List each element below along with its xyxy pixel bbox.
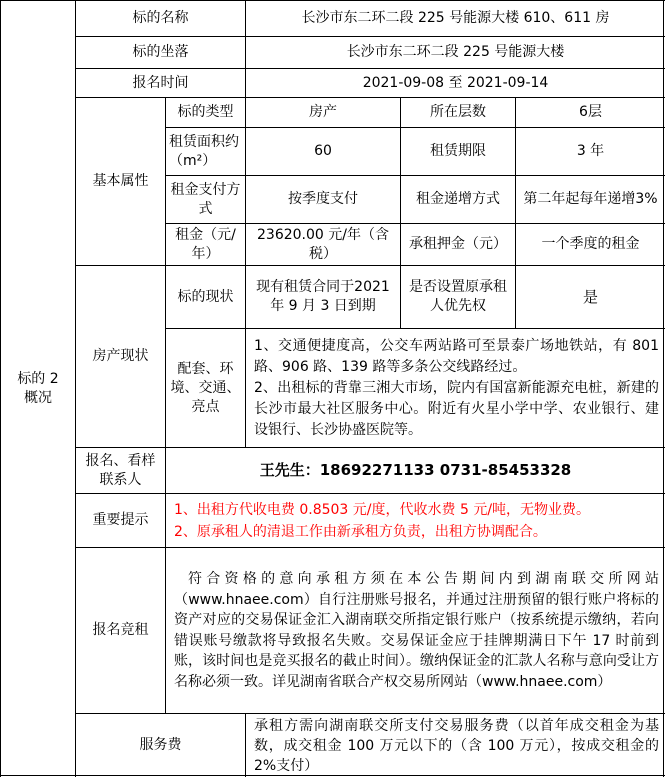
signup-time-value: 2021-09-08 至 2021-09-14 bbox=[245, 68, 665, 97]
location-value: 长沙市东二环二段 225 号能源大楼 bbox=[245, 36, 665, 68]
important-notes-label: 重要提示 bbox=[75, 493, 165, 547]
table-right-border bbox=[663, 0, 664, 777]
facilities-label: 配套、环境、交通、亮点 bbox=[165, 328, 245, 447]
location-label: 标的坐落 bbox=[75, 36, 245, 68]
table-bottom-border bbox=[0, 775, 665, 776]
bidding-text: 符合资格的意向承租方须在本公告期间内到湖南联交所网站（www.hnaee.com）自行注册账号报名，并通过注册预留的银行账户将标的资产对应的交易保证金汇入湖南联交所指定银行账户（按系统提示缴纳，若向错误账号缴款将导致报名失败。交易保证金应于挂牌期满日下午 17 时前到账，该时间也是竞买报名的截止时间）。缴纳保证金的汇款人名称与意向受让方名称必须一致。详见湖南省联合产权交易所网站（www.hnaee.com） bbox=[165, 547, 665, 713]
contact-value: 王先生：18692271133 0731-85453328 bbox=[165, 447, 665, 493]
service-fee-label: 服务费 bbox=[75, 713, 245, 777]
area-value: 60 bbox=[245, 127, 400, 175]
increase-label: 租金递增方式 bbox=[400, 175, 515, 223]
term-label: 租赁期限 bbox=[400, 127, 515, 175]
priority-label: 是否设置原承租人优先权 bbox=[400, 265, 515, 328]
note-line-1: 1、出租方代收电费 0.8503 元/度，代收水费 5 元/吨，无物业费。 bbox=[174, 501, 591, 518]
signup-time-label: 报名时间 bbox=[75, 68, 245, 97]
floors-value: 6层 bbox=[515, 97, 665, 127]
type-value: 房产 bbox=[245, 97, 400, 127]
area-label: 租赁面积约（m²） bbox=[165, 127, 245, 175]
rent-value: 23620.00 元/年（含税） bbox=[245, 223, 400, 265]
property-status-label: 房产现状 bbox=[75, 265, 165, 447]
current-status-value: 现有租赁合同于2021 年 9 月 3 日到期 bbox=[245, 265, 400, 328]
increase-value: 第二年起每年递增3% bbox=[515, 175, 665, 223]
pay-value: 按季度支付 bbox=[245, 175, 400, 223]
important-notes bbox=[165, 493, 665, 547]
facilities-text: 1、交通便捷度高，公交车两站路可至景泰广场地铁站，有 801 路、906 路、139 路等多条公交线路经过。 2、出租标的背靠三湘大市场，院内有国富新能源充电桩，新建的长沙市最大社区服务中心。附近有火星小学中学、农业银行、建设银行、长沙协盛医院等。 bbox=[245, 328, 665, 447]
section-label: 标的 2 概况 bbox=[0, 0, 75, 777]
type-label: 标的类型 bbox=[165, 97, 245, 127]
contact-label: 报名、看样联系人 bbox=[75, 447, 165, 493]
name-value: 长沙市东二环二段 225 号能源大楼 610、611 房 bbox=[245, 0, 665, 36]
term-value: 3 年 bbox=[515, 127, 665, 175]
pay-label: 租金支付方式 bbox=[165, 175, 245, 223]
bidding-label: 报名竞租 bbox=[75, 547, 165, 713]
rent-label: 租金（元/年） bbox=[165, 223, 245, 265]
service-fee-text: 承租方需向湖南联交所支付交易服务费（以首年成交租金为基数，成交租金 100 万元以下的（含 100 万元），按成交租金的 2%支付） bbox=[245, 713, 665, 777]
current-status-label: 标的现状 bbox=[165, 265, 245, 328]
basic-attributes-label: 基本属性 bbox=[75, 97, 165, 265]
name-label: 标的名称 bbox=[75, 0, 245, 36]
deposit-value: 一个季度的租金 bbox=[515, 223, 665, 265]
deposit-label: 承租押金（元） bbox=[400, 223, 515, 265]
note-line-2: 2、原承租人的清退工作由新承租方负责，出租方协调配合。 bbox=[174, 523, 547, 540]
floors-label: 所在层数 bbox=[400, 97, 515, 127]
priority-value: 是 bbox=[515, 265, 665, 328]
